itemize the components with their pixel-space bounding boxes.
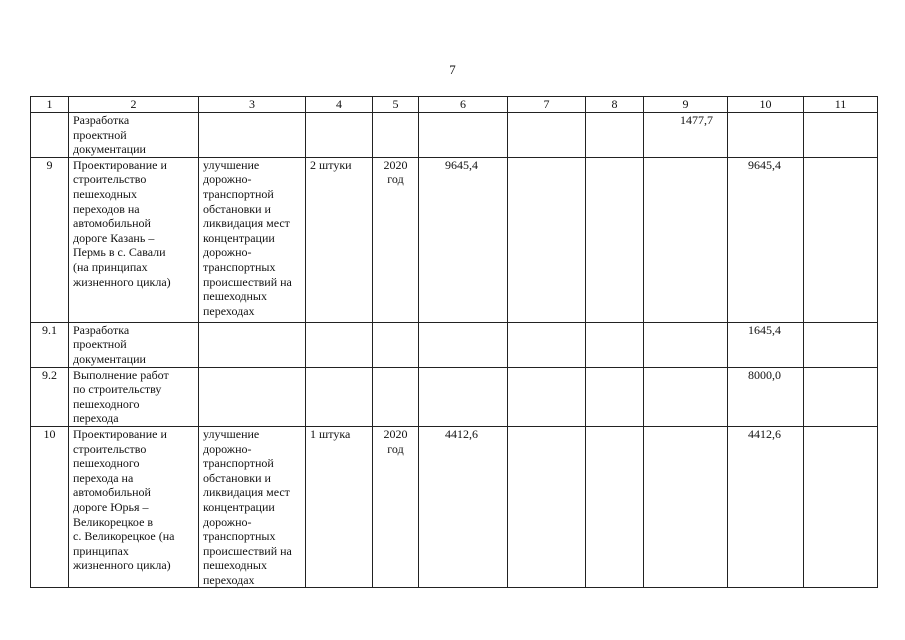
year-cell: 2020 год bbox=[373, 157, 419, 322]
name-cell: Разработка проектной документации bbox=[69, 322, 199, 367]
table-row bbox=[31, 157, 878, 322]
header-cell: 1 bbox=[31, 97, 69, 113]
value-cell bbox=[508, 113, 586, 158]
goal-cell: улучшение дорожно- транспортной обстановки и ликвидация мест концентрации дорожно- транспортных происшествий на пешеходных переходах bbox=[199, 426, 306, 588]
quantity-cell bbox=[306, 367, 373, 426]
value-cell bbox=[644, 322, 728, 367]
value-cell bbox=[586, 367, 644, 426]
header-cell: 10 bbox=[728, 97, 804, 113]
table-row bbox=[31, 426, 878, 588]
page-number: 7 bbox=[449, 62, 456, 77]
table-row bbox=[31, 367, 878, 426]
row-number-cell: 9.2 bbox=[31, 367, 69, 426]
name-cell: Выполнение работ по строительству пешеходного перехода bbox=[69, 367, 199, 426]
row-number-cell: 10 bbox=[31, 426, 69, 588]
value-cell: 9645,4 bbox=[728, 157, 804, 322]
goal-cell: улучшение дорожно- транспортной обстановки и ликвидация мест концентрации дорожно- транспортных происшествий на пешеходных переходах bbox=[199, 157, 306, 322]
goal-cell bbox=[199, 367, 306, 426]
header-cell: 8 bbox=[586, 97, 644, 113]
data-table bbox=[30, 96, 878, 588]
row-number-cell bbox=[31, 113, 69, 158]
value-cell bbox=[586, 426, 644, 588]
value-cell bbox=[644, 367, 728, 426]
name-cell: Разработка проектной документации bbox=[69, 113, 199, 158]
value-cell: 8000,0 bbox=[728, 367, 804, 426]
year-cell bbox=[373, 367, 419, 426]
value-cell bbox=[644, 157, 728, 322]
row-number-cell: 9.1 bbox=[31, 322, 69, 367]
value-cell bbox=[508, 367, 586, 426]
value-cell: 9645,4 bbox=[419, 157, 508, 322]
header-cell: 7 bbox=[508, 97, 586, 113]
header-cell: 3 bbox=[199, 97, 306, 113]
value-cell bbox=[586, 322, 644, 367]
value-cell bbox=[728, 113, 804, 158]
name-cell: Проектирование и строительство пешеходного перехода на автомобильной дороге Юрья – Великорецкое в с. Великорецкое (на принципах жизненного цикла) bbox=[69, 426, 199, 588]
value-cell bbox=[419, 113, 508, 158]
year-cell bbox=[373, 322, 419, 367]
value-cell bbox=[804, 322, 878, 367]
value-cell bbox=[508, 322, 586, 367]
year-cell: 2020 год bbox=[373, 426, 419, 588]
row-number-cell: 9 bbox=[31, 157, 69, 322]
value-cell bbox=[586, 113, 644, 158]
quantity-cell bbox=[306, 322, 373, 367]
value-cell: 1645,4 bbox=[728, 322, 804, 367]
header-row bbox=[31, 97, 878, 113]
value-cell bbox=[804, 113, 878, 158]
header-cell: 11 bbox=[804, 97, 878, 113]
header-cell: 2 bbox=[69, 97, 199, 113]
value-cell bbox=[804, 367, 878, 426]
year-cell bbox=[373, 113, 419, 158]
goal-cell bbox=[199, 113, 306, 158]
value-cell bbox=[644, 426, 728, 588]
value-cell bbox=[508, 426, 586, 588]
goal-cell bbox=[199, 322, 306, 367]
value-cell bbox=[804, 157, 878, 322]
value-cell bbox=[419, 322, 508, 367]
table-row bbox=[31, 322, 878, 367]
value-cell bbox=[419, 367, 508, 426]
table-row bbox=[31, 113, 878, 158]
header-cell: 5 bbox=[373, 97, 419, 113]
header-cell: 6 bbox=[419, 97, 508, 113]
quantity-cell: 1 штука bbox=[306, 426, 373, 588]
header-cell: 9 bbox=[644, 97, 728, 113]
quantity-cell bbox=[306, 113, 373, 158]
quantity-cell: 2 штуки bbox=[306, 157, 373, 322]
value-cell bbox=[586, 157, 644, 322]
value-cell bbox=[508, 157, 586, 322]
value-cell: 1477,7 bbox=[644, 113, 728, 158]
name-cell: Проектирование и строительство пешеходных переходов на автомобильной дороге Казань – Пермь в с. Савали (на принципах жизненного цикла) bbox=[69, 157, 199, 322]
header-cell: 4 bbox=[306, 97, 373, 113]
value-cell: 4412,6 bbox=[728, 426, 804, 588]
value-cell bbox=[804, 426, 878, 588]
value-cell: 4412,6 bbox=[419, 426, 508, 588]
